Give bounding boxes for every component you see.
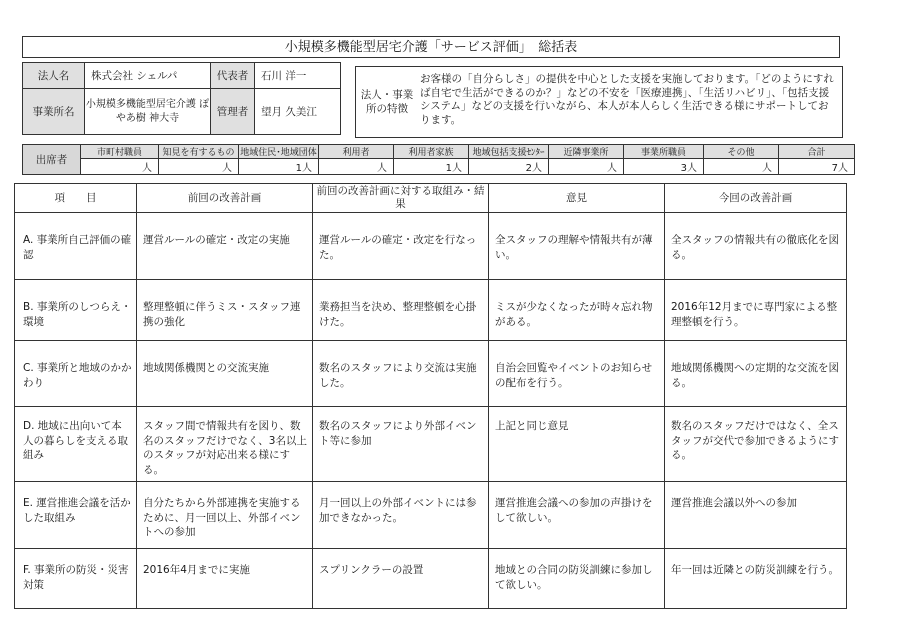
row-opinion: 自治会回覧やイベントのお知らせの配布を行う。 [489,341,665,407]
att-col-header: 市町村職員 [81,145,159,159]
corp-info-table [22,62,341,135]
att-col-header: 近隣事業所 [549,145,624,159]
row-prev-plan: 地域関係機関との交流実施 [137,341,313,407]
row-result: スプリンクラーの設置 [313,549,489,609]
att-col-header: 知見を有するもの [159,145,239,159]
table-row [15,407,847,482]
row-new-plan: 運営推進会議以外への参加 [665,482,847,549]
page-title: 小規模多機能型居宅介護「サービス評価」 総括表 [22,36,840,58]
att-col-header: 利用者家族 [394,145,469,159]
att-count: 人 [81,159,159,175]
row-result: 月一回以上の外部イベントには参加できなかった。 [313,482,489,549]
table-row [15,213,847,280]
att-count: 人 [704,159,779,175]
attendance-label: 出席者 [23,145,81,175]
col-header-opinion: 意見 [489,184,665,213]
row-result: 運営ルールの確定・改定を行なった。 [313,213,489,280]
att-col-header: 事業所職員 [624,145,704,159]
corp-name: 株式会社 シェルパ [85,63,211,89]
att-col-header: 合計 [779,145,855,159]
row-opinion: ミスが少なくなったが時々忘れ物がある。 [489,280,665,341]
att-count: 人 [159,159,239,175]
row-prev-plan: 運営ルールの確定・改定の実施 [137,213,313,280]
features-text: お客様の「自分らしさ」の提供を中心とした支援を実施しております。「どのようにすれば自宅で生活ができるのか？」などの不安を「医療連携」、「生活リハビリ」、「包括支援システム」などの支援を行いながら、本人が本人らしく生活できる様にサポートしております。 [420,73,834,126]
col-header-new-plan: 今回の改善計画 [665,184,847,213]
attendance-table [22,144,855,175]
att-col-header: その他 [704,145,779,159]
row-result: 業務担当を決め、整理整頓を心掛けた。 [313,280,489,341]
rep-label: 代表者 [211,63,255,89]
row-item: D. 地域に出向いて本人の暮らしを支える取組み [15,407,137,482]
row-new-plan: 全スタッフの情報共有の徹底化を図る。 [665,213,847,280]
features-box [355,66,843,138]
table-row [15,280,847,341]
col-header-prev-plan: 前回の改善計画 [137,184,313,213]
row-prev-plan: スタッフ間で情報共有を図り、数名のスタッフだけでなく、3名以上のスタッフが対応出来る様にする。 [137,407,313,482]
manager-name: 望月 久美江 [255,89,341,135]
att-col-header: 地域住民･地域団体 [239,145,319,159]
office-label: 事業所名 [23,89,85,135]
row-item: C. 事業所と地域のかかわり [15,341,137,407]
row-prev-plan: 自分たちから外部連携を実施するために、月一回以上、外部イベントへの参加 [137,482,313,549]
features-label: 法人・事業所の特徴 [360,89,414,115]
row-result: 数名のスタッフにより交流は実施した。 [313,341,489,407]
manager-label: 管理者 [211,89,255,135]
evaluation-table [14,183,847,609]
office-name: 小規模多機能型居宅介護 ぽやあ樹 神大寺 [85,89,211,135]
att-count: 1人 [239,159,319,175]
rep-name: 石川 洋一 [255,63,341,89]
row-new-plan: 年一回は近隣との防災訓練を行う。 [665,549,847,609]
row-new-plan: 2016年12月までに専門家による整理整頓を行う。 [665,280,847,341]
row-result: 数名のスタッフにより外部イベント等に参加 [313,407,489,482]
row-new-plan: 地域関係機関への定期的な交流を図る。 [665,341,847,407]
corp-label: 法人名 [23,63,85,89]
row-opinion: 運営推進会議への参加の声掛けをして欲しい。 [489,482,665,549]
row-prev-plan: 2016年4月までに実施 [137,549,313,609]
att-count: 人 [549,159,624,175]
att-count: 3人 [624,159,704,175]
row-item: B. 事業所のしつらえ・環境 [15,280,137,341]
row-item: E. 運営推進会議を活かした取組み [15,482,137,549]
att-count: 7人 [779,159,855,175]
table-row [15,549,847,609]
att-col-header: 利用者 [319,145,394,159]
row-opinion: 上記と同じ意見 [489,407,665,482]
col-header-result: 前回の改善計画に対する取組み・結果 [313,184,489,213]
att-count: 人 [319,159,394,175]
row-item: F. 事業所の防災・災害対策 [15,549,137,609]
row-opinion: 全スタッフの理解や情報共有が薄い。 [489,213,665,280]
table-row [15,341,847,407]
row-opinion: 地域との合同の防災訓練に参加して欲しい。 [489,549,665,609]
att-count: 2人 [469,159,549,175]
col-header-item: 項 目 [15,184,137,213]
att-count: 1人 [394,159,469,175]
table-row [15,482,847,549]
row-prev-plan: 整理整頓に伴うミス・スタッフ連携の強化 [137,280,313,341]
row-item: A. 事業所自己評価の確認 [15,213,137,280]
row-new-plan: 数名のスタッフだけではなく、全スタッフが交代で参加できるようにする。 [665,407,847,482]
att-col-header: 地域包括支援ｾﾝﾀｰ [469,145,549,159]
